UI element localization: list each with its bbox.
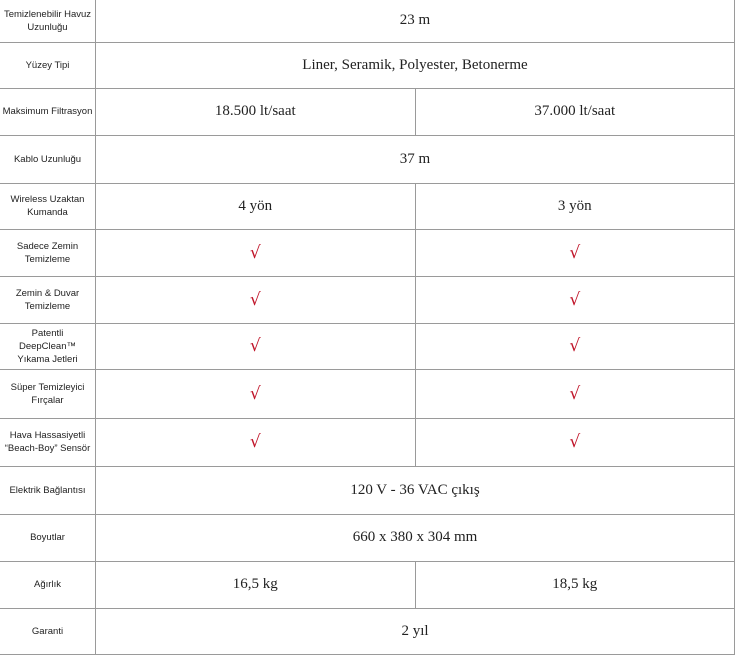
cell-super-brushes-2 bbox=[415, 369, 735, 418]
table-row bbox=[0, 0, 735, 42]
row-label-cable-length: Kablo Uzunluğu bbox=[0, 135, 96, 183]
table-row bbox=[0, 229, 735, 276]
check-icon: √ bbox=[249, 432, 261, 452]
value-warranty: 2 yıl bbox=[96, 608, 735, 654]
value-wireless-remote-2: 3 yön bbox=[415, 183, 735, 229]
cell-super-brushes-1 bbox=[96, 369, 416, 418]
row-label-weight: Ağırlık bbox=[0, 561, 96, 608]
cell-floor-wall-cleaning-1 bbox=[96, 276, 416, 323]
table-row bbox=[0, 323, 735, 369]
value-surface-type: Liner, Seramik, Polyester, Betonerme bbox=[96, 42, 735, 88]
check-icon: √ bbox=[249, 242, 261, 263]
table-row bbox=[0, 135, 735, 183]
table-row bbox=[0, 608, 735, 654]
check-icon: √ bbox=[569, 289, 581, 310]
row-label-wireless-remote: Wireless Uzaktan Kumanda bbox=[0, 183, 96, 229]
cell-deepclean-jets-1 bbox=[96, 323, 416, 369]
cell-beach-boy-sensor-2 bbox=[415, 418, 735, 466]
row-label-super-brushes: Süper Temizleyici Fırçalar bbox=[0, 369, 96, 418]
table-row bbox=[0, 369, 735, 418]
table-row bbox=[0, 88, 735, 135]
table-row bbox=[0, 466, 735, 514]
row-label-warranty: Garanti bbox=[0, 608, 96, 654]
row-label-deepclean-jets: Patentli DeepClean™ Yıkama Jetleri bbox=[0, 323, 96, 369]
row-label-beach-boy-sensor: Hava Hassasiyetli “Beach-Boy” Sensör bbox=[0, 418, 96, 466]
check-icon: √ bbox=[249, 289, 261, 310]
value-weight-2: 18,5 kg bbox=[415, 561, 735, 608]
check-icon: √ bbox=[569, 432, 581, 452]
row-label-electrical: Elektrik Bağlantısı bbox=[0, 466, 96, 514]
row-label-floor-wall-cleaning: Zemin & Duvar Temizleme bbox=[0, 276, 96, 323]
value-weight-1: 16,5 kg bbox=[96, 561, 416, 608]
row-label-pool-length: Temizlenebilir Havuz Uzunluğu bbox=[0, 0, 96, 42]
check-icon: √ bbox=[569, 242, 581, 263]
table-row bbox=[0, 514, 735, 561]
cell-floor-cleaning-2 bbox=[415, 229, 735, 276]
value-max-filtration-2: 37.000 lt/saat bbox=[415, 88, 735, 135]
row-label-floor-cleaning: Sadece Zemin Temizleme bbox=[0, 229, 96, 276]
check-icon: √ bbox=[249, 383, 261, 404]
value-max-filtration-1: 18.500 lt/saat bbox=[96, 88, 416, 135]
value-wireless-remote-1: 4 yön bbox=[96, 183, 416, 229]
row-label-dimensions: Boyutlar bbox=[0, 514, 96, 561]
cell-floor-wall-cleaning-2 bbox=[415, 276, 735, 323]
check-icon: √ bbox=[569, 383, 581, 404]
row-label-max-filtration: Maksimum Filtrasyon bbox=[0, 88, 96, 135]
row-label-surface-type: Yüzey Tipi bbox=[0, 42, 96, 88]
cell-floor-cleaning-1 bbox=[96, 229, 416, 276]
check-icon: √ bbox=[249, 336, 261, 356]
cell-deepclean-jets-2 bbox=[415, 323, 735, 369]
value-pool-length: 23 m bbox=[96, 0, 735, 42]
value-cable-length: 37 m bbox=[96, 135, 735, 183]
table-row bbox=[0, 418, 735, 466]
value-electrical: 120 V - 36 VAC çıkış bbox=[96, 466, 735, 514]
table-row bbox=[0, 561, 735, 608]
check-icon: √ bbox=[569, 336, 581, 356]
table-row bbox=[0, 183, 735, 229]
cell-beach-boy-sensor-1 bbox=[96, 418, 416, 466]
table-row bbox=[0, 42, 735, 88]
value-dimensions: 660 x 380 x 304 mm bbox=[96, 514, 735, 561]
table-row bbox=[0, 276, 735, 323]
